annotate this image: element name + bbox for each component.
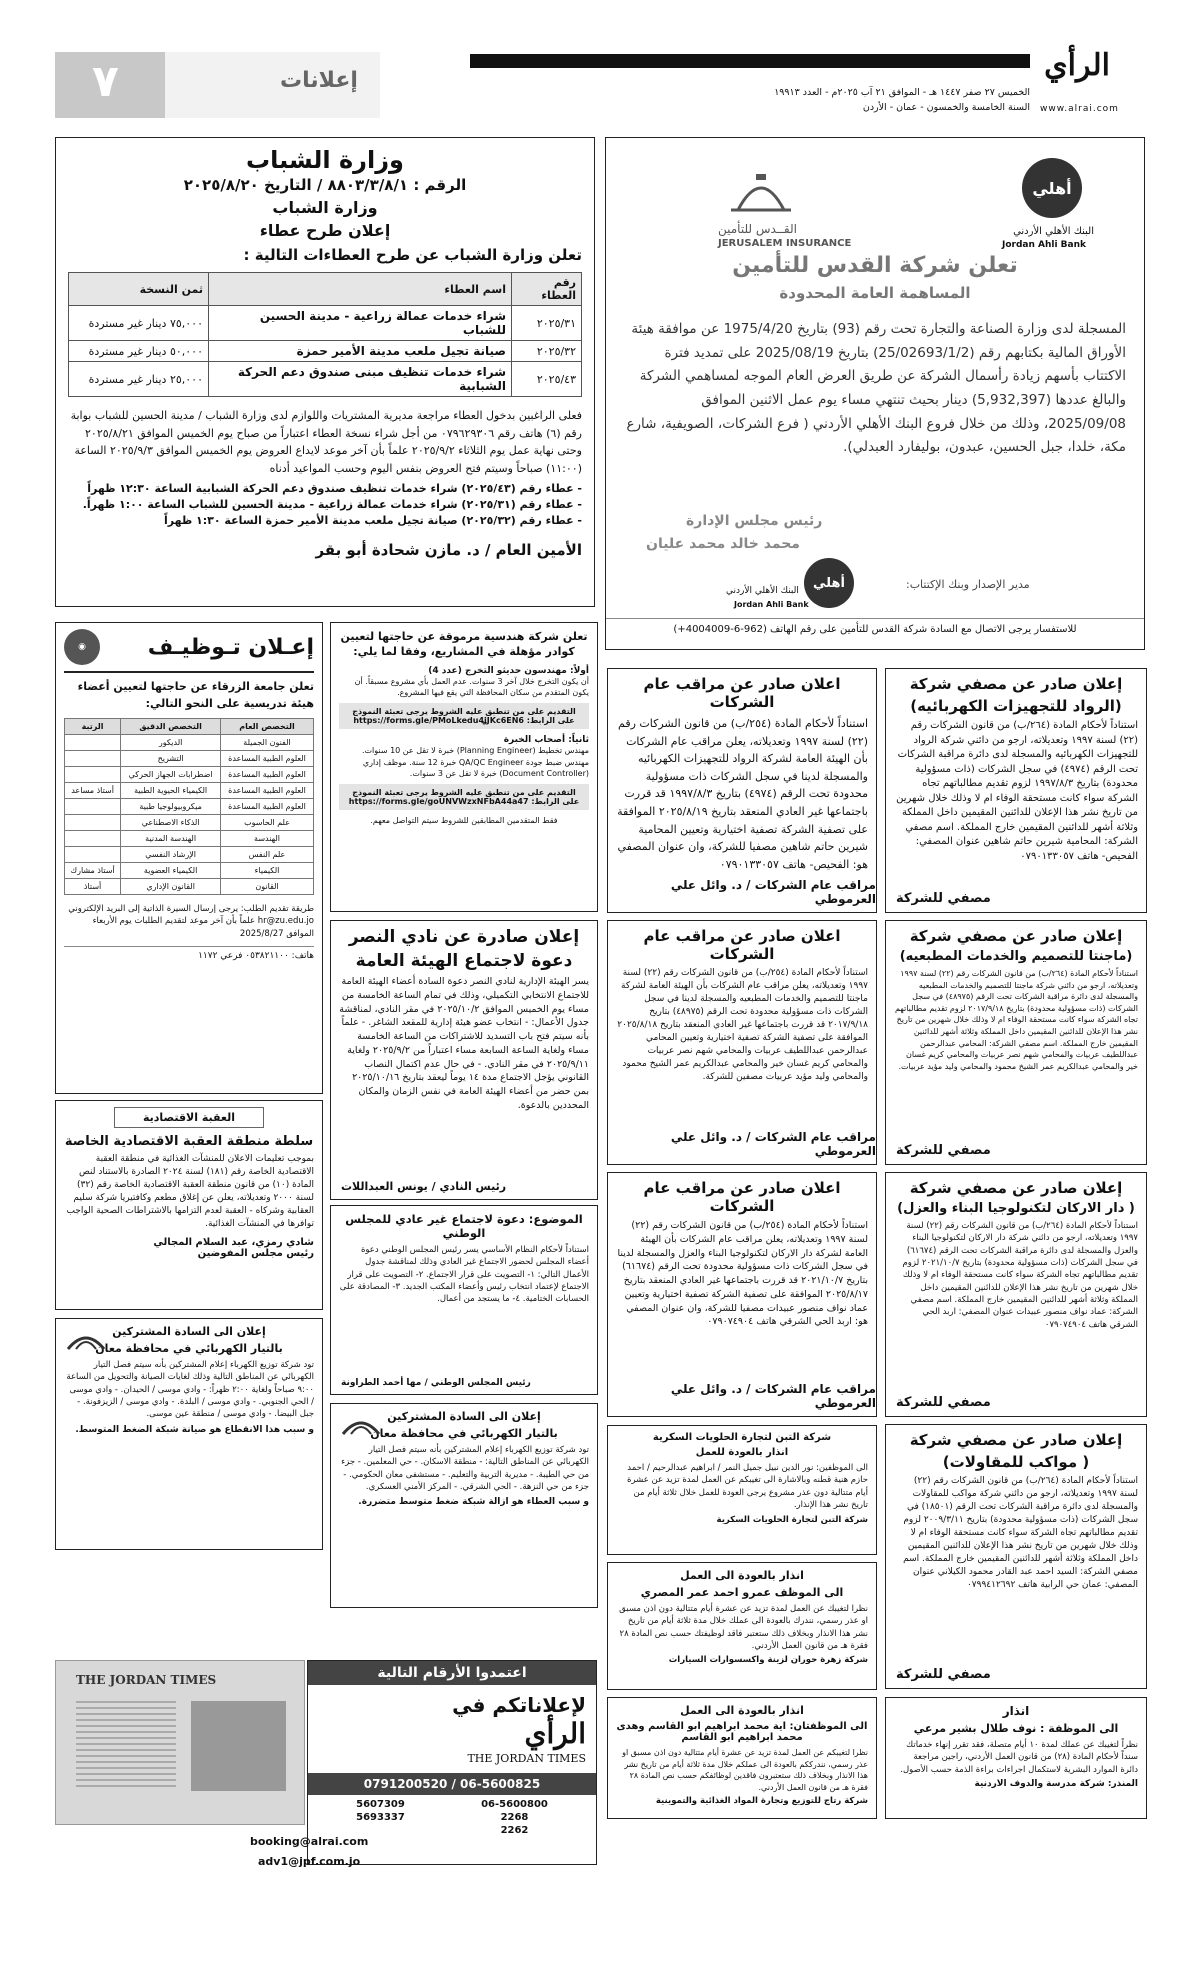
university-logo (64, 629, 100, 665)
ad-body: استناداً لأحكام المادة (٢٥٤/ب) من قانون الشركات رقم (٢٢) لسنة ١٩٩٧ وتعديلاته، يعلن مراقب عام الشركات بأن الهيئة العامة لشركة الرواد للتجهيزات الكهربائيه والمسجلة لدينا في سجل الشركات ذات مسؤولية محدودة تحت الرقم (٤٩٧٤) بتاريخ ١٩٩٧/٨/٣ قد قررت باجتماعها غير العادي المنعقد بتاريخ ٢٠٢٥/٨/١٩ الموافقة على تصفية الشركة تصفية اختيارية وتعيين المحامية شيرين حاتم شاهين مصفيا للشركة، وان عنوان المصفي هو: الفحيص- هاتف ٠٧٩٠١٣٣٠٥٧ (617, 717, 868, 871)
ad-body: استناداً لأحكام المادة (٢٦٤/ب) من قانون الشركات رقم (٢٢) لسنة ١٩٩٧ وتعديلاته، ارجو من دائني شركة الرواد للتجهيزات الكهربائيه والمسجلة لدى دائرة مراقبة الشركات تحت الرقم (٤٩٧٤) في سجل الشركات (ذات مسؤولية محدودة) بتاريخ ١٩٩٧/٨/٣ لزوم تقديم مطالباتهم تجاه الشركة سواء كانت مستحقة الوفاء ام لا وذلك خلال شهرين من تاريخ نشر هذا الإعلان للدائنين المقيمين داخل المملكة وثلاثة أشهر للدائنين المقيمين خارج المملكة. اسم مصفي الشركة: المحامية شيرين حاتم شاهين عنوان المصفي: الفحيص- هاتف ٠٧٩٠١٣٣٠٥٧ (896, 720, 1138, 862)
eng-apply2: التقديم على من تنطبق عليه الشروط يرجى تعبئة النموذج على الرابط: https://forms.gle/goUNVWzxNFbA44a47 (339, 784, 589, 810)
table-row (69, 341, 582, 362)
table-row (65, 863, 314, 879)
insurer-name-ar: القــدس للتأمين (718, 222, 797, 236)
issuer-label: مدير الإصدار وبنك الإكتتاب: (906, 578, 1030, 591)
chair-title: رئيس مجلس الإدارة (686, 513, 823, 529)
ad-body: استناداً لأحكام المادة (٢٦٤/ب) من قانون الشركات رقم (٢٢) لسنة ١٩٩٧ وتعديلاته، ارجو من دائني شركة دار الاركان لتكنولوجيا البناء والعزل والمسجلة لدى دائرة مراقبة الشركات تحت الرقم (٦١٦٧٤) في سجل الشركات (ذات مسؤولية محدودة) بتاريخ ٢٠٢١/١٠/٧ لزوم تقديم مطالباتهم تجاه الشركة سواء كانت مستحقة الوفاء ام لا وذلك خلال شهرين من تاريخ نشر هذا الإعلان للدائنين المقيمين داخل المملكة وثلاثة أشهر للدائنين المقيمين خارج المملكة. اسم مصفي الشركة: عماد نواف منصور عبيدات عنوان المصفي: اربد الحي الشرقي هاتف ٠٧٩٠٧٤٩٠٤ (902, 1221, 1138, 1330)
col-tender-name: اسم العطاء (209, 273, 512, 306)
jerusalem-body: المسجلة لدى وزارة الصناعة والتجارة تحت رقم (93) بتاريخ 1975/4/20 عن موافقة هيئة الأوراق المالية بكتابهم رقم (25/02693/1/2) بتاريخ 2025/08/19 على تمديد فترة الاكتتاب بأسهم زيادة رأسمال الشركة عن طريق العرض العام الموجه لمساهمي الشركة والبالغ عددها (5,932,397) دينار بحيث تنتهي مساء يوم عمل الاثنين الموافق 2025/09/08، وذلك من خلال فروع البنك الأهلي الأردني ( فرع الشركات، الصويفية، شارع مكة، خلدا، جبل الحسين، عبدون، بوليفارد العبدلي). (626, 321, 1126, 456)
elec1-subtitle: بالتيار الكهربائي في محافظة معان (95, 1342, 283, 1355)
jerusalem-footer: للاستفسار يرجى الاتصال مع السادة شركة القدس للتأمين على رقم الهاتف (962-6-4004009+) (673, 624, 1077, 635)
controller-ad-magenta (607, 920, 877, 1165)
ad-title: إعلان صادر عن مصفي شركة (909, 675, 1123, 693)
eng-footer: فقط المتقدمين المطابقين للشروط سيتم التواصل معهم. (370, 815, 558, 825)
national-council-ad (330, 1205, 598, 1395)
section-title: إعلانات (280, 68, 358, 93)
aqaba-sig-name: شادي رمزي، عبد السلام المجالي (153, 1237, 314, 1249)
tender-schedule-1: - عطاء رقم (٢٠٢٥/٤٣) شراء خدمات تنظيف صندوق دعم الحركة الشبابية الساعة ١٢:٣٠ ظهراً (87, 482, 582, 496)
ad-signature: مراقب عام الشركات / د. وائل علي العرموطي (670, 1130, 876, 1158)
tender-no: ٢٠٢٥/٤٣ (512, 362, 582, 397)
liquidator-ad-rawad (885, 668, 1147, 913)
ad-signature: مصفي للشركة (896, 1667, 991, 1682)
job-rank: أستاذ (65, 879, 121, 895)
newspaper-masthead: THE JORDAN TIMES (76, 1673, 217, 1687)
zarqa-university-recruit (55, 622, 323, 1094)
jerusalem-logo (726, 172, 796, 216)
table-row (69, 362, 582, 397)
job-general: الكيمياء (221, 863, 314, 879)
tender-name: شراء خدمات عمالة زراعية - مدينة الحسين للشباب (209, 306, 512, 341)
ad-body: استناداً لأحكام المادة (٢٥٤/ب) من قانون الشركات رقم (٢٢) لسنة ١٩٩٧ وتعديلاته، يعلن مراقب عام الشركات بأن الهيئة العامة لشركة دار الاركان لتكنولوجيا البناء والعزل والمسجلة لدينا في سجل الشركات ذات مسؤولية محدودة تحت الرقم (٦١٦٧٤) بتاريخ ٢٠٢١/١٠/٧ قد قررت باجتماعها غير العادي المنعقد بتاريخ ٢٠٢٥/٨/١٧ الموافقة على تصفية الشركة تصفية اختيارية وتعيين عماد نواف منصور عبيدات مصفيا للشركة، وان عنوان المصفي هو: اربد الحي الشرقي هاتف ٠٧٩٠٧٤٩٠٤ (617, 1220, 868, 1328)
eng-sec1-items: أن يكون التخرج خلال آخر 3 سنوات. عدم العمل بأي مشروع مسبقاً. أن يكون المتقدم من سكان المحافظة التي يقع فيها المشروع. (354, 676, 589, 698)
job-general: الفنون الجميلة (221, 735, 314, 751)
job-specific: القانون الإداري (121, 879, 221, 895)
notice-hawran (607, 1562, 877, 1690)
tender-body: فعلى الراغبين بدخول العطاء مراجعة مديرية المشتريات واللوازم لدى وزارة الشباب / مدينة الحسين للشباب بوابة رقم (٦) هاتف رقم ٠٧٩٦٢٩٣٠٦ من أجل شراء نسخة العطاء اعتباراً من صباح يوم الخميس الموافق ٢٠٢٥/٨/٢١ وحتى نهاية عمل يوم الثلاثاء ٢٠٢٥/٩/٢ علماً بأن آخر موعد لايداع العروض يوم الخميس الموافق ٢٠٢٥/٩/٣ الساعة (١١:٠٠) صباحاً وسيتم فتح العروض بنفس اليوم وحسب المواعيد أدناه (70, 409, 582, 475)
power-tower-icon (66, 1327, 106, 1351)
issuer-bank-en: Jordan Ahli Bank (734, 600, 809, 609)
recruit-intro: تعلن جامعة الزرقاء عن حاجتها لتعيين أعضاء هيئة تدريسية على النحو التالي: (77, 680, 314, 710)
col-general: التخصص العام (221, 719, 314, 735)
job-general: العلوم الطبية المساعدة (221, 783, 314, 799)
jerusalem-insurance-ad (605, 137, 1145, 650)
notice4-body: نظرا لتغيبكم عن العمل لمدة تزيد عن عشرة أيام متتالية دون اذن مسبق او عذر رسمي، نندرككم بالعودة الى عملكم خلال مدة ثلاثة أيام من تاريخ نشر هذا الانذار وبخلاف ذلك ستعتبرون فاقدين لوظائفكم حسب نص المادة ٢٨ فقرة هـ من قانون العمل الأردني. (622, 1748, 868, 1792)
electricity-cut-ad-1 (55, 1318, 323, 1550)
website: www.alrai.com (1040, 104, 1119, 114)
job-rank (65, 767, 121, 783)
table-row (65, 879, 314, 895)
col-rank: الرتبة (65, 719, 121, 735)
notice-ritaj (607, 1697, 877, 1819)
email-1[interactable]: booking@alrai.com (250, 1835, 369, 1848)
elec2-footer: و سبب العطاء هو ازالة شبكة ضغط متوسط متضررة. (358, 1497, 589, 1508)
eng-sec1: أولاً: مهندسون حديثو التخرج (عدد 4) (428, 665, 589, 676)
ad-title: اعلان صادر عن مراقب عام الشركات (643, 927, 841, 963)
elec1-body: تود شركة توزيع الكهرباء إعلام المشتركين بأنه سيتم فصل التيار الكهربائي عن المناطق التالية وذلك لغايات الصيانة والتحويل من الساعة ٩:٠٠ صباحاً ولغاية ٢:٠٠ ظهراً: - وادي موسى / الحيدان. - وادي موسى / الحي الجنوبي. - وادي موسى / البلدة. - وادي موسى / الزيزفونة. - جبل البيضا. - وادي موسى / منطقة عين موسى. (66, 1360, 314, 1420)
eng-sec2: ثانياً: أصحاب الخبرة (503, 734, 589, 745)
ad-title: اعلان صادر عن مراقب عام الشركات (643, 675, 841, 711)
ahli-logo: أهلي (1022, 158, 1082, 218)
email-2[interactable]: adv1@jpf.com.jo (258, 1855, 361, 1868)
ad-signature: مصفي للشركة (896, 891, 991, 906)
sub-line: السنة الخامسة والخمسون - عمان - الأردن (862, 102, 1030, 113)
tender-schedule-2: - عطاء رقم (٢٠٢٥/٣١) شراء خدمات عمالة زراعية - مدينة الحسين للشباب الساعة ١:٠٠ ظهراً. (82, 498, 582, 512)
job-general: العلوم الطبية المساعدة (221, 799, 314, 815)
notice-waldorf (885, 1697, 1147, 1819)
job-specific: اضطرابات الجهاز الحركي (121, 767, 221, 783)
ad-title: اعلان صادر عن مراقب عام الشركات (643, 1179, 841, 1215)
controller-ad-rawad (607, 668, 877, 913)
recruit-header-row (65, 719, 314, 735)
alrai-logo: الرأي (1044, 48, 1110, 83)
jerusalem-title: تعلن شركة القدس للتأمين (732, 253, 1018, 278)
notice3-sig: المنذر: شركة مدرسة والدوف الاردنية (974, 1778, 1138, 1789)
tender-schedule-3: - عطاء رقم (٢٠٢٥/٣٢) صيانة تجيل ملعب مدينة الأمير حمزة الساعة ١:٣٠ ظهراً (163, 514, 582, 528)
notice2-person: الى الموظف عمرو احمد عمر المصري (640, 1586, 844, 1599)
notice4-sig: شركة رتاج للتوزيع وتجارة المواد الغذائية والتموينية (655, 1796, 868, 1807)
liquidator-ad-arkan (885, 1172, 1147, 1417)
chair-name: محمد خالد محمد عليان (646, 536, 800, 552)
issuer-bank-ar: البنك الأهلي الأردني (726, 586, 799, 596)
ad-company: ( مواكب للمقاولات) (942, 1453, 1090, 1471)
club-body: يسر الهيئة الإدارية لنادي النصر دعوة السادة أعضاء الهيئة العامة للاجتماع الانتخابي التكميلي، وذلك في تمام الساعة الخامسة من مساء يوم الخميس الموافق ٢٠٢٥/١٠/٢ في مقر النادي، لمناقشة جدول الأعمال: - انتخاب عضو هيئة إدارية للمقعد الشاغر. - علماً بأنه سيتم فتح باب التسديد للاشتراكات من الساعة الخامسة مساء ولغاية الساعة السابعة مساء اعتباراً من ٢٠٢٥/٩/٢ ولغاية ٢٠٢٥/٩/١١ في مقر النادي. - في حال عدم اكتمال النصاب القانوني يؤجل الاجتماع مدة ١٤ يوماً ليعقد بتاريخ ٢٠٢٥/١٠/١٦ بمن حضر من أعضاء الهيئة العامة في نفس الزمان والمكان المحددين بالدعوة. (339, 976, 589, 1111)
job-specific: ميكروبيولوجيا طبية (121, 799, 221, 815)
job-rank (65, 847, 121, 863)
ad-title: إعلان صادر عن مصفي شركة (909, 927, 1123, 945)
tender-intro: تعلن وزارة الشباب عن طرح العطاءات التالية : (243, 246, 582, 264)
notice3-body: نظراً لتغيبك عن عملك لمدة ١٠ أيام متصلة، فقد تقرر إنهاء خدماتك سنداً لأحكام المادة (٢٨) من قانون العمل الأردني، راجين مراجعة دائرة الموارد البشرية لاستكمال اجراءات براءة الذمة حسب الأصول. (900, 1740, 1138, 1775)
job-specific: الذكاء الاصطناعي (121, 815, 221, 831)
nasr-club-ad (330, 920, 598, 1200)
insurer-name-en: JERUSALEM INSURANCE (718, 238, 852, 249)
job-specific: الديكور (121, 735, 221, 751)
ministry-ref: الرقم : ٨٨٠٣/٣/٨/١ / التاريخ ٢٠٢٥/٨/٢٠ (183, 176, 467, 194)
job-rank: أستاذ مساعد (65, 783, 121, 799)
promo-alrai: الرأي (524, 1717, 586, 1750)
job-rank (65, 815, 121, 831)
recruit-header (64, 629, 314, 673)
tender-header-row (69, 273, 582, 306)
promo-phones: 06-5600825 / 0791200520 (308, 1773, 596, 1795)
notice2-sig: شركة زهرة حوران لزينة واكسسوارات السيارات (668, 1655, 868, 1666)
ad-title: إعلان صادر عن مصفي شركة (909, 1179, 1123, 1197)
phone-b: 2268 (500, 1812, 529, 1823)
tender-price: ٧٥,٠٠٠ دينار غير مستردة (69, 306, 209, 341)
phone-c: 2262 (500, 1825, 529, 1836)
electricity-cut-ad-2 (330, 1403, 598, 1608)
ad-body: استناداً لأحكام المادة (٢٦٤/ب) من قانون الشركات رقم (٢٢) لسنة ١٩٩٧ وتعديلاته، ارجو من دائني شركة ماجنتا للتصميم والخدمات المطبعيه والمسجلة لدى دائرة مراقبة الشركات تحت الرقم (٤٨٩٧٥) في سجل الشركات (ذات مسؤولية محدودة) بتاريخ ٢٠١٧/٩/١٨ لزوم تقديم مطالباتهم تجاه الشركة سواء كانت مستحقة الوفاء ام لا وذلك خلال شهرين من تاريخ نشر هذا الإعلان للدائنين المقيمين داخل المملكة وثلاثة أشهر للدائنين المقيمين خارج المملكة. اسم مصفي الشركة: المحامي عبدالرحمن عبداللطيف عربيات والمحامي شهم نصر عربيات والمحامي كريم غسان خير والمحامي عبدالكريم عمر الشيخ محمود والمحامي وليد مؤيد عربيات. (894, 969, 1138, 1071)
newspaper-photo (191, 1701, 286, 1791)
controller-ad-arkan (607, 1172, 877, 1417)
tender-price: ٢٥,٠٠٠ دينار غير مستردة (69, 362, 209, 397)
ministry-signature: الأمين العام / د. مازن شحادة أبو بقر (315, 541, 582, 560)
notice1-sig: شركة التبن لتجارة الحلويات السكرية (716, 1515, 868, 1526)
elec2-subtitle: بالتيار الكهربائي في محافظة معان (370, 1427, 558, 1440)
notice2-title: انذار بالعودة الى العمل (680, 1569, 804, 1582)
job-general: العلوم الطبية المساعدة (221, 767, 314, 783)
jerusalem-footer-rule (606, 618, 1144, 619)
table-row (65, 815, 314, 831)
university-emblem-icon: ◉ (78, 642, 86, 652)
promo-phone-block (308, 1795, 596, 1840)
job-general: علم النفس (221, 847, 314, 863)
tender-price: ٥٠,٠٠٠ دينار غير مستردة (69, 341, 209, 362)
engineering-jobs-ad (330, 622, 598, 912)
newspaper-column (76, 1701, 176, 1791)
notice-sweets-company (607, 1425, 877, 1555)
notice3-person: الى الموظفة : نوف طلال بشير مرعي (913, 1722, 1119, 1735)
job-general: العلوم الطبية المساعدة (221, 751, 314, 767)
aqaba-title: سلطة منطقة العقبة الاقتصادية الخاصة (64, 1134, 314, 1149)
masthead (0, 48, 1200, 128)
tender-notice: إعلان طرح عطاء (259, 221, 391, 240)
phone-e: 5693337 (356, 1812, 405, 1823)
page-number: ٧ (92, 56, 119, 107)
ad-signature: مراقب عام الشركات / د. وائل علي العرموطي (670, 1382, 876, 1410)
eng-sec2-items: مهندس تخطيط (Planning Engineer) خبرة لا تقل عن 10 سنوات. مهندس ضبط جودة QA/QC Engineer خبرة 12 سنة. موظف إداري (Document Controller) خبرة لا تقل عن 3 سنوات. (361, 745, 589, 779)
table-row (65, 767, 314, 783)
aqaba-body: بموجب تعليمات الاعلان للمنشآت الغذائية في منطقة العقبة الاقتصادية الخاصة رقم (١٨١) لسنة ٢٠٢٤ الصادرة بالاستناد لنص المادة (١٠) من قانون منطقة العقبة الاقتصادية الخاصة رقم (٣٢) لسنة ٢٠٠٠ وتعديلاته، يعلن عن إغلاق مطعم وكافتيريا شركة سليم العقابية وشركاه - العقبة لعدم التزامها بالاشتراطات الصحية الواجب توافرها في المنشآت الغذائية. (66, 1154, 314, 1230)
ad-company: (ماجنتا للتصميم والخدمات المطبعيه) (899, 949, 1133, 964)
ad-company: (الرواد للتجهيزات الكهربائيه) (910, 697, 1122, 715)
job-specific: الهندسة المدنية (121, 831, 221, 847)
date-line: الخميس ٢٧ صفر ١٤٤٧ هـ - الموافق ٢١ آب ٢٠٢٥م - العدد ١٩٩١٣ (774, 87, 1030, 98)
job-specific: الكيمياء الحيوية الطبية (121, 783, 221, 799)
liquidator-ad-mawakeb (885, 1424, 1147, 1689)
recruit-table (64, 718, 314, 895)
job-general: الهندسة (221, 831, 314, 847)
col-specific: التخصص الدقيق (121, 719, 221, 735)
table-row (65, 799, 314, 815)
phone-a: 06-5600800 (481, 1799, 548, 1810)
job-specific: الإرشاد النفسي (121, 847, 221, 863)
ministry-name: وزارة الشباب (272, 198, 378, 217)
job-rank (65, 751, 121, 767)
job-general: علم الحاسوب (221, 815, 314, 831)
table-row (65, 831, 314, 847)
aqaba-authority-ad (55, 1100, 323, 1310)
table-row (65, 735, 314, 751)
ad-body: استناداً لأحكام المادة (٢٥٤/ب) من قانون الشركات رقم (٢٢) لسنة ١٩٩٧ وتعديلاته، يعلن مراقب عام الشركات بأن الهيئة العامة لشركة ماجنتا للتصميم والخدمات المطبعيه والمسجلة لدينا في سجل الشركات ذات مسؤولية محدودة تحت الرقم (٤٨٩٧٥) بتاريخ ٢٠١٧/٩/١٨ قد قررت باجتماعها غير العادي المنعقد بتاريخ ٢٠٢٥/٨/١٨ الموافقة على تصفية الشركة تصفية اختيارية وتعيين المحامي عبدالرحمن عبداللطيف عربيات والمحامي شهم نصر عربيات والمحامي كريم غسان خير والمحامي عبدالكريم عمر الشيخ محمود والمحامي وليد مؤيد عربيات مصفين للشركة. (617, 968, 868, 1083)
elec2-body: تود شركة توزيع الكهرباء إعلام المشتركين بأنه سيتم فصل التيار الكهربائي عن المناطق التالية: - منطقة الاسكان. - حي المعلمين. - جزء من حي الطيبة. - مديرية التربية والتعليم. - مستشفى معان الحكومي. - جزء من حي النزهة. - الحي الشرقي. - المركز الأمني العسكري. (341, 1445, 589, 1492)
header-rule (470, 54, 1030, 68)
ad-body: استناداً لأحكام المادة (٢٦٤/ب) من قانون الشركات رقم (٢٢) لسنة ١٩٩٧ وتعديلاته، ارجو من دائني شركة مواكب للمقاولات والمسجلة لدى دائرة مراقبة الشركات تحت الرقم (١٨٥٠١) في سجل الشركات (ذات مسؤولية محدودة) بتاريخ ٢٠٠٩/٣/١١ لزوم تقديم مطالباتهم تجاه الشركة سواء كانت مستحقة الوفاء ام لا وذلك خلال شهرين من تاريخ نشر هذا الإعلان للدائنين المقيمين داخل المملكة وثلاثة أشهر للدائنين المقيمين خارج المملكة. اسم مصفي الشركة: السيد احمد عبد القادر محمود الكيلاني عنوان المصفي: عمان حي الرابية هاتف ٠٧٩٩٤١٢٦٩٢ (903, 1476, 1138, 1591)
ad-signature: مصفي للشركة (896, 1395, 991, 1410)
recruit-phone: هاتف: ٠٥٣٨٢١١٠٠ فرعي ١١٧٢ (64, 946, 314, 961)
notice2-body: نظرا لتغيبك عن العمل لمدة تزيد عن عشرة أيام متتالية دون اذن مسبق او عذر رسمي، نندرك بالعودة الى عملك خلال مدة ثلاثة أيام من تاريخ نشر هذا الانذار وبخلاف ذلك ستعتبر فاقد لوظيفتك حسب نص المادة ٢٨ فقرة هـ من قانون العمل الأردني. (619, 1604, 868, 1651)
job-specific: التشريح (121, 751, 221, 767)
promo-title-bar: اعتمدوا الأرقام التالية (308, 1661, 596, 1685)
tender-no: ٢٠٢٥/٣١ (512, 306, 582, 341)
ad-signature: مراقب عام الشركات / د. وائل علي العرموطي (670, 878, 876, 906)
tender-no: ٢٠٢٥/٣٢ (512, 341, 582, 362)
job-rank (65, 735, 121, 751)
recruit-footer: طريقة تقديم الطلب: يرجى إرسال السيرة الذاتية إلى البريد الإلكتروني hr@zu.edu.jo علماً بأن آخر موعد لتقديم الطلبات يوم الأربعاء الموافق 2025/8/27 (68, 904, 314, 939)
job-rank: أستاذ مشارك (65, 863, 121, 879)
table-row (65, 847, 314, 863)
col-tender-price: ثمن النسخة (69, 273, 209, 306)
tender-table (68, 272, 582, 397)
promo-jt: THE JORDAN TIMES (467, 1752, 586, 1765)
notice3-title: انذار (1002, 1704, 1030, 1718)
eng-apply1: التقديم على من تنطبق عليه الشروط يرجى تعبئة النموذج على الرابط: https://forms.gle/PMoLkedu4ʝJKc6EN6 (339, 703, 589, 729)
club-subtitle: دعوة لاجتماع الهيئة العامة (355, 951, 573, 971)
promo-line: لإعلاناتكم في (452, 1693, 586, 1717)
job-rank (65, 799, 121, 815)
table-row (65, 751, 314, 767)
bank-name-ar: البنك الأهلي الأردني (1013, 226, 1094, 237)
power-company-logo (341, 1412, 381, 1440)
elec2-title: إعلان الى السادة المشتركين (387, 1410, 541, 1423)
ad-signature: مصفي للشركة (896, 1143, 991, 1158)
notice1-body: الى الموظفين: نور الدين نبيل جميل النمر / ابراهيم عبدالرحيم / احمد حازم هنية قطنه وبالاشارة الى تغيبكم عن العمل لمدة تزيد عن عشرة أيام متتالية دون عذر مشروع يرجى العودة للعمل خلال ثلاثة أيام من تاريخ نشر هذا الإنذار. (626, 1463, 868, 1510)
notice4-person: الى الموظفتان: اية محمد ابراهيم ابو القاسم وهدى محمد ابراهيم ابو القاسم (616, 1721, 868, 1743)
aqaba-sig-title: رئيس مجلس المفوضين (197, 1248, 314, 1260)
jerusalem-subtitle: المساهمة العامة المحدودة (779, 284, 971, 302)
promo-newspaper-image (55, 1660, 305, 1825)
ahli-logo-small: أهلي (804, 558, 854, 608)
ministry-youth-tender (55, 137, 595, 607)
notice1-title: شركة التبن لتجارة الحلويات السكرية (652, 1432, 832, 1443)
job-rank (65, 831, 121, 847)
job-specific: الكيمياء العضوية (121, 863, 221, 879)
council-body: استناداً لأحكام النظام الأساسي يسر رئيس المجلس الوطني دعوة أعضاء المجلس لحضور الاجتماع غير العادي وذلك لمناقشة جدول الأعمال التالي: ١- التصويت على قرار الاجتماع. ٢- التصويت على قرار الاجتماع لإعتماد انتخاب رئيس وأعضاء المكتب الجديد. ٣- المصادقة على الحسابات الختامية. ٤- ما يستجد من أعمال. (339, 1245, 589, 1305)
bank-name-en: Jordan Ahli Bank (1001, 240, 1086, 250)
ad-company: ( دار الاركان لتكنولوجيا البناء والعزل) (897, 1201, 1135, 1216)
elec1-footer: و سبب هذا الانقطاع هو صيانة شبكة الضغط المتوسط. (75, 1424, 314, 1435)
tender-name: صيانة تجيل ملعب مدينة الأمير حمزة (209, 341, 512, 362)
notice4-title: انذار بالعودة الى العمل (680, 1704, 804, 1717)
club-title: إعلان صادرة عن نادي النصر (348, 927, 580, 947)
elec1-title: إعلان الى السادة المشتركين (112, 1325, 266, 1338)
council-signature: رئيس المجلس الوطني / مها أحمد الطراونة (341, 1378, 531, 1388)
table-row (65, 783, 314, 799)
col-tender-no: رقم العطاء (512, 273, 582, 306)
phone-d: 5607309 (356, 1799, 405, 1810)
eng-title: تعلن شركة هندسية مرموقة عن حاجتها لتعيين كوادر مؤهلة في المشاريع، وفقا لما يلي: (340, 630, 588, 659)
club-signature: رئيس النادي / يونس العبداللات (341, 1180, 507, 1193)
job-general: القانون (221, 879, 314, 895)
aqaba-logo: العقبة الاقتصادية (114, 1107, 264, 1128)
liquidator-ad-magenta (885, 920, 1147, 1165)
power-company-logo (66, 1327, 106, 1355)
dome-icon (726, 172, 796, 212)
council-title: الموضوع: دعوة لاجتماع غير عادي للمجلس الوطني (345, 1212, 583, 1240)
ad-title: إعلان صادر عن مصفي شركة (909, 1431, 1123, 1449)
recruit-title: إعـلان تـوظيـف (147, 634, 314, 660)
table-row (69, 306, 582, 341)
tender-name: شراء خدمات تنظيف مبنى صندوق دعم الحركة الشبابية (209, 362, 512, 397)
power-tower-icon (341, 1412, 381, 1436)
notice1-subtitle: انذار بالعودة للعمل (695, 1447, 789, 1458)
ministry-title: وزارة الشباب (246, 146, 404, 174)
